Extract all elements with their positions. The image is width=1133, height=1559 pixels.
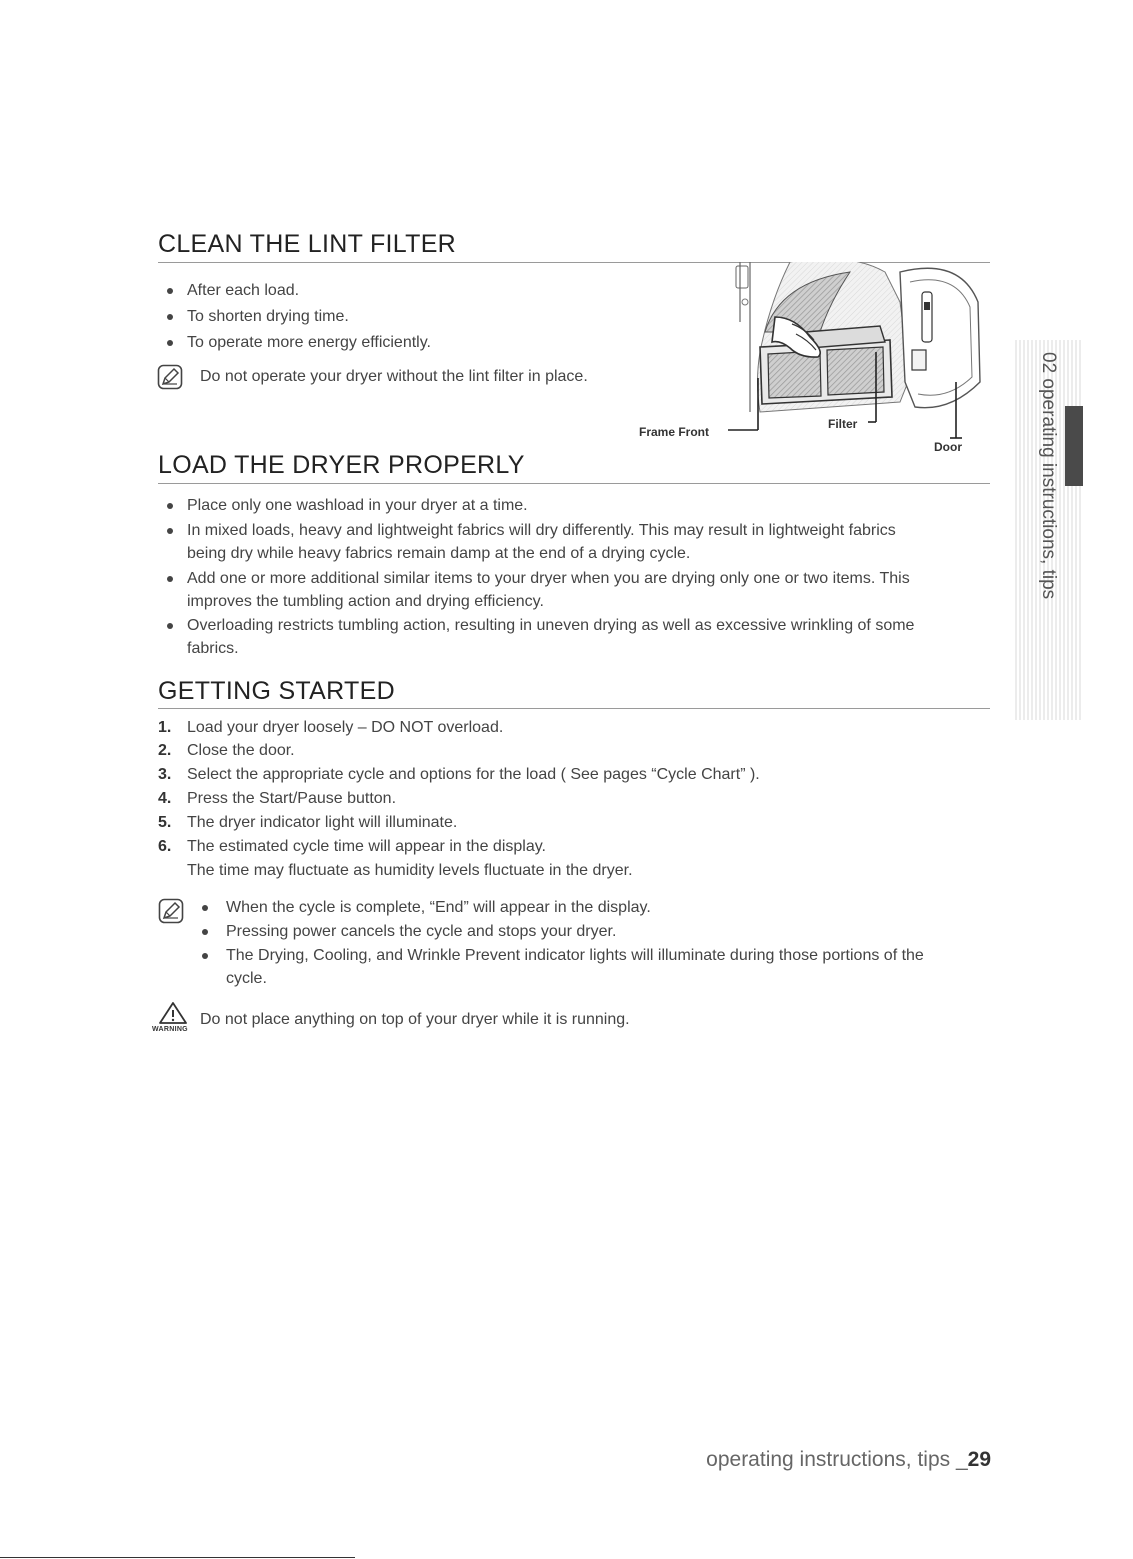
chapter-side-tab <box>1015 340 1083 720</box>
step-text: Select the appropriate cycle and options for the load ( See pages “Cycle Chart” ). <box>187 766 760 783</box>
step-text: The estimated cycle time will appear in the display. <box>187 838 546 855</box>
bullet-dot <box>202 905 208 911</box>
list-item-continuation: fabrics. <box>187 640 239 657</box>
bullet-dot <box>167 314 173 320</box>
section-divider <box>158 483 990 484</box>
step-number: 2. <box>158 742 172 759</box>
list-item: To shorten drying time. <box>187 308 349 325</box>
step-text-continuation: The time may fluctuate as humidity levels fluctuate in the dryer. <box>187 862 633 879</box>
chapter-label: 02 operating instructions, tips <box>1038 352 1059 600</box>
note-item-continuation: cycle. <box>226 970 267 987</box>
footer-text: operating instructions, tips _ <box>706 1448 968 1471</box>
chapter-marker <box>1065 406 1083 486</box>
bullet-dot <box>167 623 173 629</box>
step-number: 6. <box>158 838 172 855</box>
label-filter: Filter <box>828 417 858 431</box>
dryer-filter-illustration <box>700 262 990 440</box>
section-title-getting-started: GETTING STARTED <box>158 677 395 705</box>
bullet-dot <box>167 576 173 582</box>
list-item-continuation: being dry while heavy fabrics remain damp at the end of a drying cycle. <box>187 545 691 562</box>
label-frame-front: Frame Front <box>639 425 710 439</box>
list-item: To operate more energy efficiently. <box>187 334 431 351</box>
label-door: Door <box>934 440 962 454</box>
section-title-load-dryer: LOAD THE DRYER PROPERLY <box>158 451 525 479</box>
page-footer <box>706 1448 991 1472</box>
step-number: 4. <box>158 790 172 807</box>
bullet-dot <box>167 288 173 294</box>
warning-text: Do not place anything on top of your dryer while it is running. <box>200 1011 630 1028</box>
step-number: 5. <box>158 814 172 831</box>
warning-label: WARNING <box>152 1026 188 1033</box>
step-number: 1. <box>158 719 172 736</box>
step-text: Close the door. <box>187 742 295 759</box>
step-text: Load your dryer loosely – DO NOT overload. <box>187 719 504 736</box>
list-item-continuation: improves the tumbling action and drying efficiency. <box>187 593 544 610</box>
page-number: 29 <box>967 1448 991 1471</box>
section-divider <box>158 708 990 709</box>
note-icon <box>158 898 184 929</box>
step-text: Press the Start/Pause button. <box>187 790 397 807</box>
note-text: Do not operate your dryer without the lint filter in place. <box>200 368 588 385</box>
section-title-lint-filter: CLEAN THE LINT FILTER <box>158 230 457 258</box>
step-text: The dryer indicator light will illuminate. <box>187 814 458 831</box>
list-item: Add one or more additional similar items to your dryer when you are drying only one or two items. This <box>187 570 910 587</box>
bullet-dot <box>167 340 173 346</box>
bullet-dot <box>167 528 173 534</box>
list-item: Overloading restricts tumbling action, resulting in uneven drying as well as excessive wrinkling of some <box>187 617 915 634</box>
note-item: Pressing power cancels the cycle and stops your dryer. <box>226 923 617 940</box>
bullet-dot <box>202 953 208 959</box>
list-item: After each load. <box>187 282 300 299</box>
note-icon <box>157 364 183 395</box>
bullet-dot <box>202 929 208 935</box>
note-item: When the cycle is complete, “End” will appear in the display. <box>226 899 651 916</box>
step-number: 3. <box>158 766 172 783</box>
bottom-edge-line <box>0 1557 355 1558</box>
list-item: Place only one washload in your dryer at a time. <box>187 497 528 514</box>
bullet-dot <box>167 503 173 509</box>
note-item: The Drying, Cooling, and Wrinkle Prevent indicator lights will illuminate during those portions of the <box>226 947 924 964</box>
list-item: In mixed loads, heavy and lightweight fabrics will dry differently. This may result in lightweight fabrics <box>187 522 896 539</box>
